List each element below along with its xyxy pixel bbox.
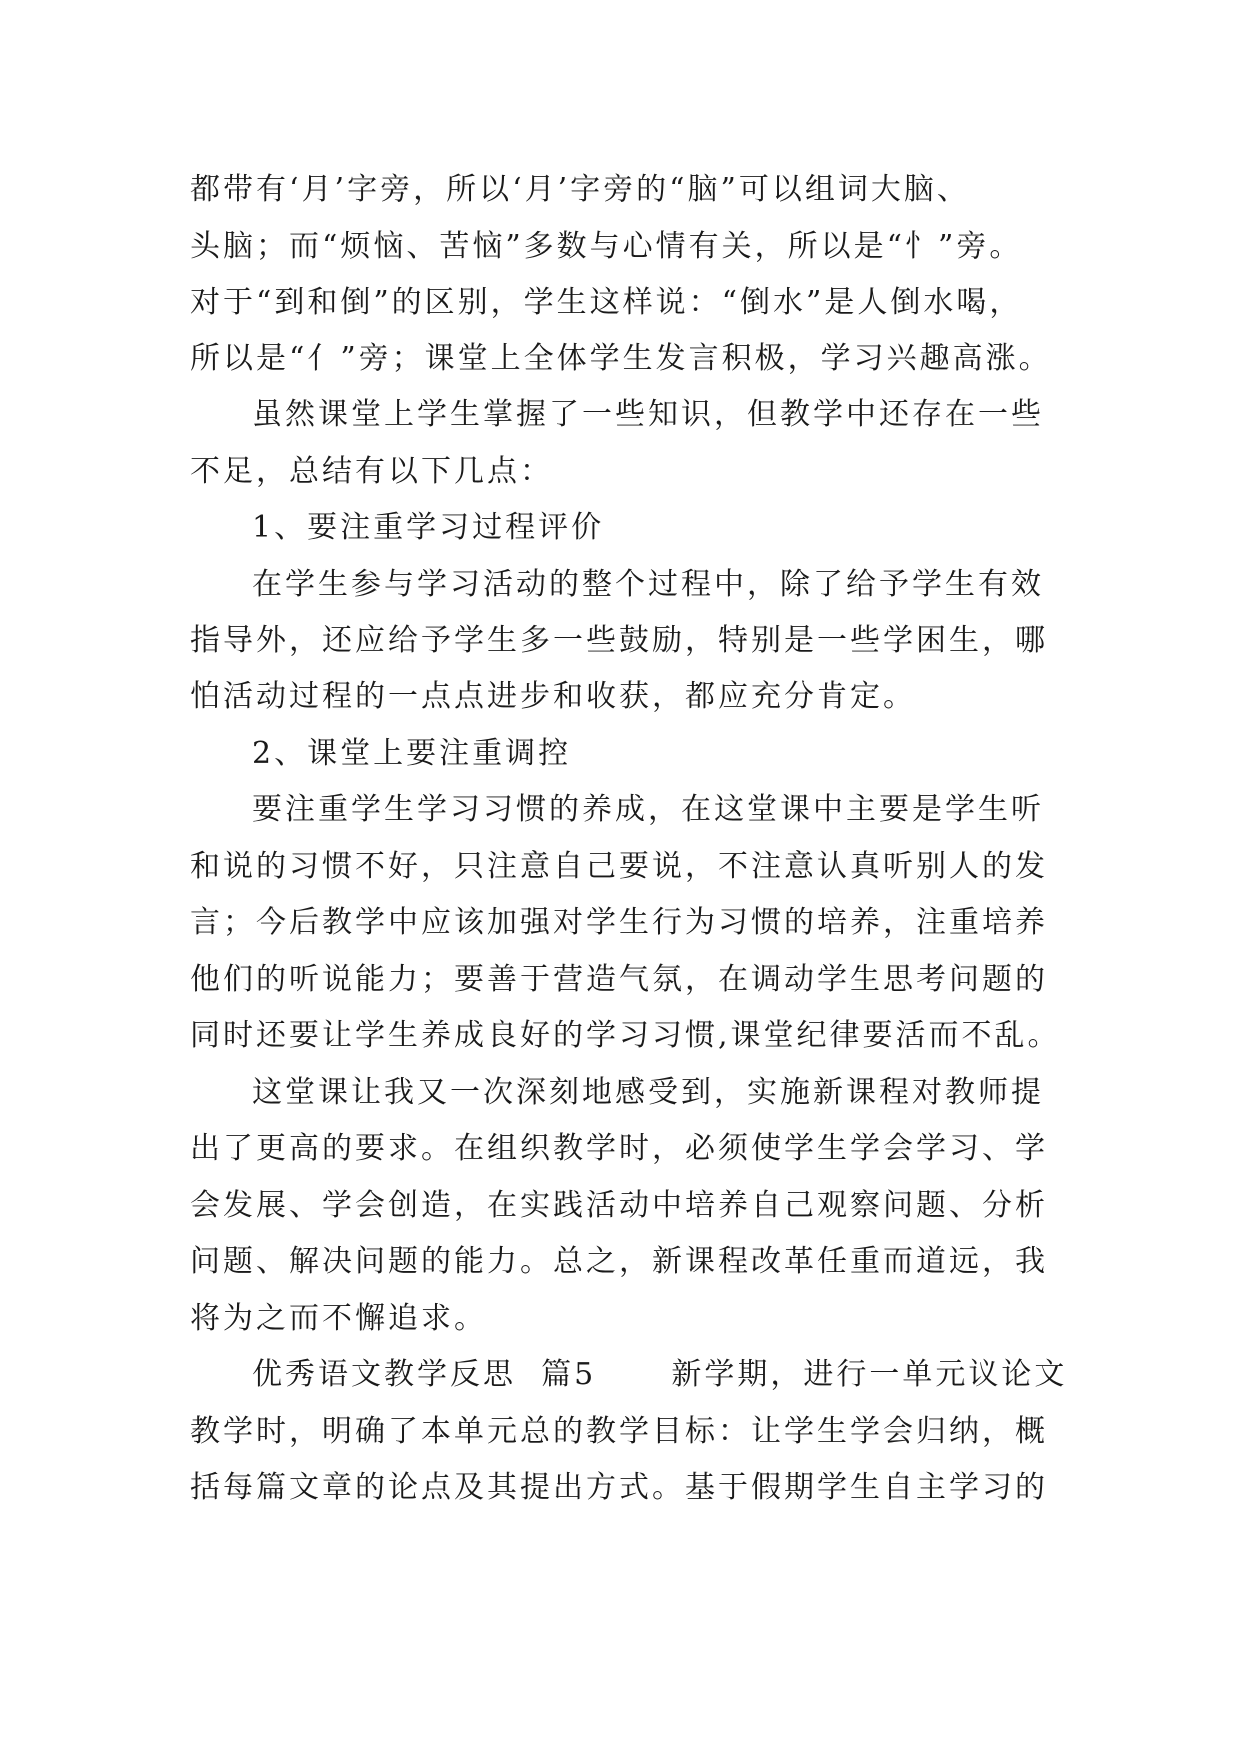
text-line: 会发展、学会创造，在实践活动中培养自己观察问题、分析 xyxy=(190,1188,1048,1223)
article-title-line: 优秀语文教学反思 篇5 新学期，进行一单元议论文 xyxy=(252,1357,1068,1392)
text-line: 教学时，明确了本单元总的教学目标：让学生学会归纳，概 xyxy=(190,1414,1048,1449)
paragraph-start-line: 这堂课让我又一次深刻地感受到，实施新课程对教师提 xyxy=(252,1075,1044,1110)
text-line: 括每篇文章的论点及其提出方式。基于假期学生自主学习的 xyxy=(190,1470,1048,1505)
text-line: 不足，总结有以下几点： xyxy=(190,454,553,489)
section-heading: 1、要注重学习过程评价 xyxy=(252,510,605,545)
text-line: 问题、解决问题的能力。总之，新课程改革任重而道远，我 xyxy=(190,1244,1048,1279)
text-line: 同时还要让学生养成良好的学习习惯,课堂纪律要活而不乱。 xyxy=(190,1018,1061,1053)
text-line: 和说的习惯不好，只注意自己要说，不注意认真听别人的发 xyxy=(190,849,1048,884)
text-line: 言；今后教学中应该加强对学生行为习惯的培养，注重培养 xyxy=(190,905,1048,940)
text-line: 对于“到和倒”的区别，学生这样说：“倒水”是人倒水喝， xyxy=(190,285,1023,320)
text-line: 出了更高的要求。在组织教学时，必须使学生学会学习、学 xyxy=(190,1131,1048,1166)
text-line: 怕活动过程的一点点进步和收获，都应充分肯定。 xyxy=(190,679,916,714)
paragraph-start-line: 要注重学生学习习惯的养成，在这堂课中主要是学生听 xyxy=(252,792,1044,827)
text-line: 他们的听说能力；要善于营造气氛，在调动学生思考问题的 xyxy=(190,962,1048,997)
text-line: 指导外，还应给予学生多一些鼓励，特别是一些学困生，哪 xyxy=(190,623,1048,658)
text-line: 所以是“亻”旁；课堂上全体学生发言积极，学习兴趣高涨。 xyxy=(190,341,1052,376)
paragraph-start-line: 在学生参与学习活动的整个过程中，除了给予学生有效 xyxy=(252,567,1044,602)
section-heading: 2、课堂上要注重调控 xyxy=(252,736,572,771)
text-line: 都带有‘月’字旁，所以‘月’字旁的“脑”可以组词大脑、 xyxy=(190,172,970,207)
paragraph-start-line: 虽然课堂上学生掌握了一些知识，但教学中还存在一些 xyxy=(252,397,1044,432)
text-line: 头脑；而“烦恼、苦恼”多数与心情有关，所以是“忄”旁。 xyxy=(190,229,1023,264)
text-line: 将为之而不懈追求。 xyxy=(190,1301,487,1336)
